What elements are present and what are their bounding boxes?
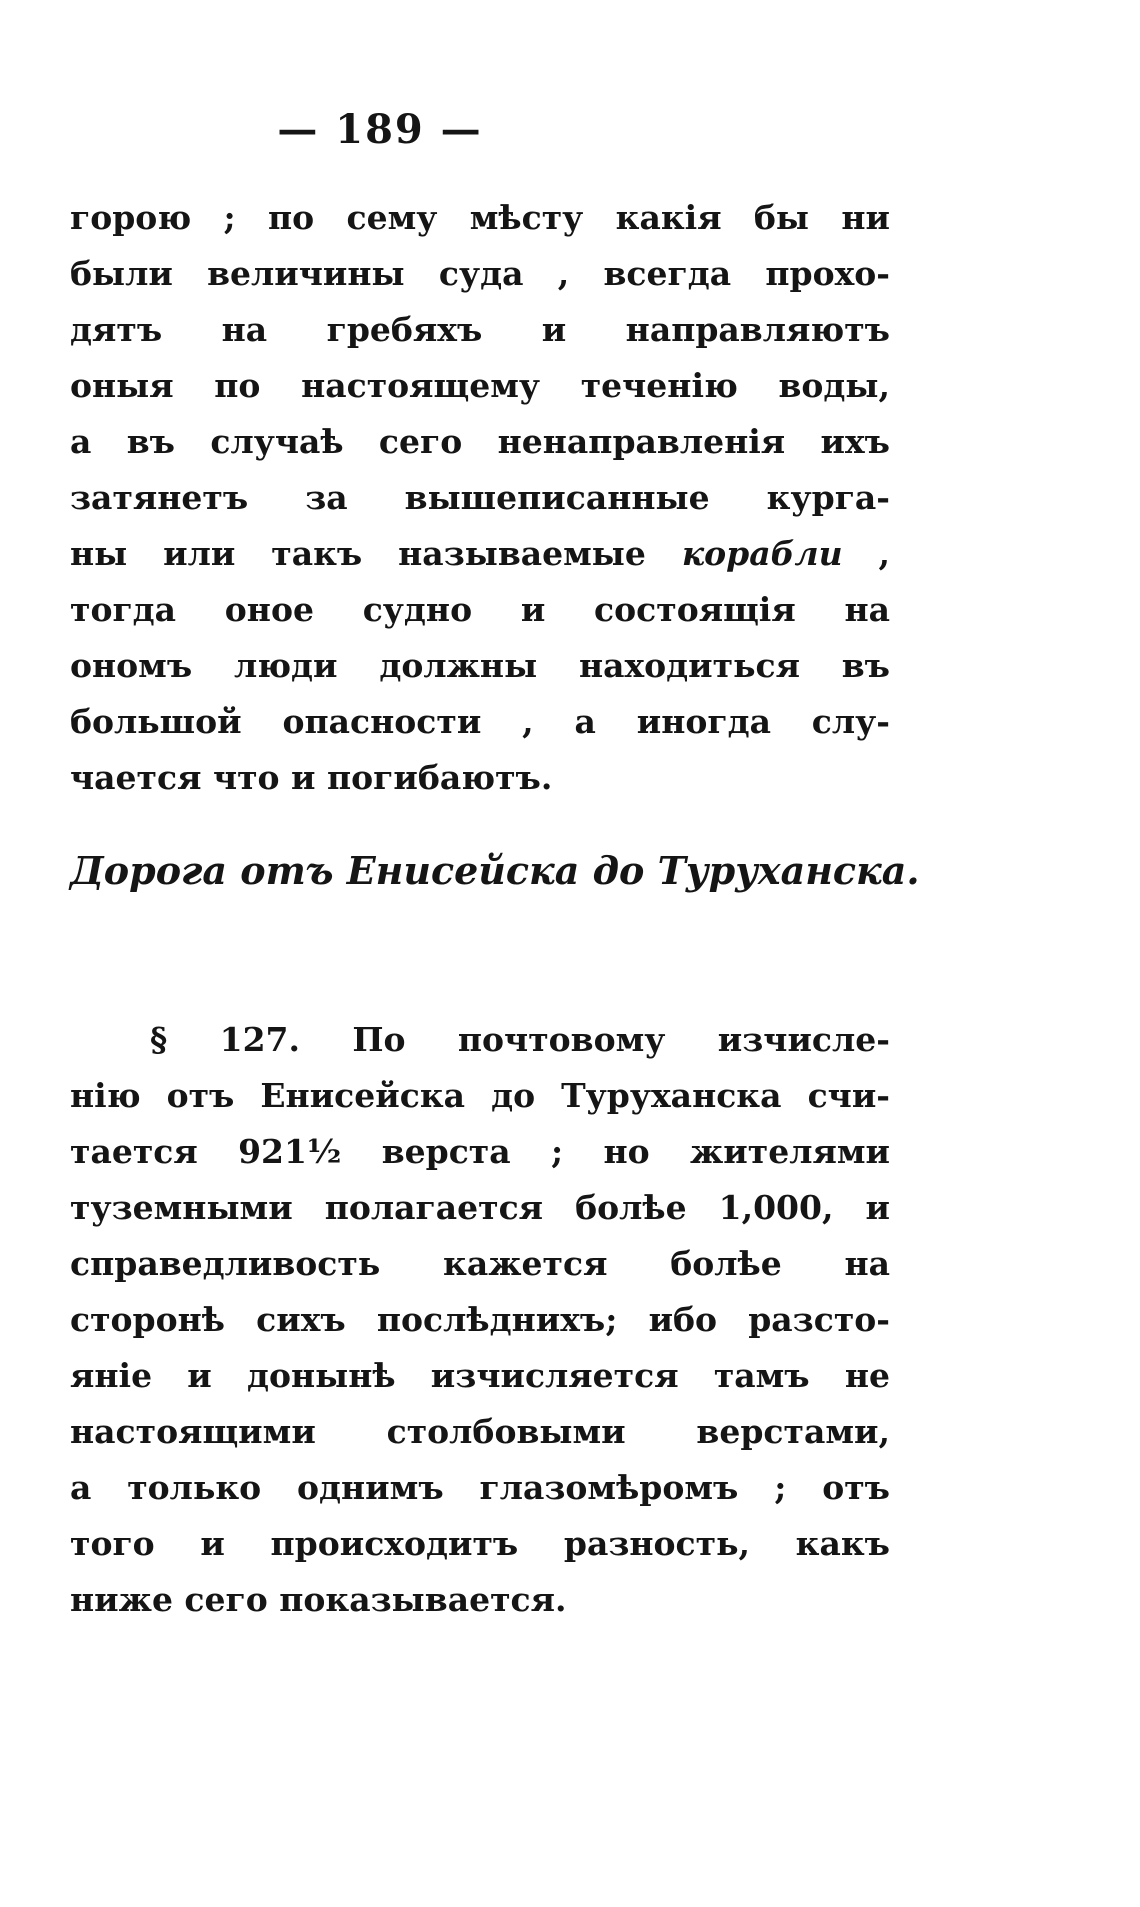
text-line: туземными полагается болѣе 1,000, и bbox=[70, 1188, 890, 1227]
paragraph-2 bbox=[70, 1012, 890, 1628]
page-number: — 189 — bbox=[277, 106, 483, 153]
text-line: справедливость кажется болѣе на bbox=[70, 1244, 890, 1283]
text-fragment: , bbox=[878, 534, 891, 573]
text-line: тается 921½ верста ; но жителями bbox=[70, 1132, 890, 1171]
text-line: затянетъ за вышеписанные курга- bbox=[70, 478, 890, 517]
text-line: § 127. По почтовому изчисле- bbox=[150, 1020, 890, 1059]
text-line: настоящими столбовыми верстами, bbox=[70, 1412, 890, 1451]
text-line: были величины суда , всегда прохо- bbox=[70, 254, 890, 293]
text-line: тогда оное судно и состоящія на bbox=[70, 590, 890, 629]
text-line: чается что и погибаютъ. bbox=[70, 758, 553, 797]
text-line: ниже сего показывается. bbox=[70, 1580, 567, 1619]
text-line: горою ; по сему мѣсту какія бы ни bbox=[70, 198, 890, 237]
text-line: нію отъ Енисейска до Туруханска счи- bbox=[70, 1076, 890, 1115]
text-line: ономъ люди должны находиться въ bbox=[70, 646, 890, 685]
text-line: сторонѣ сихъ послѣднихъ; ибо разсто- bbox=[70, 1300, 890, 1339]
text-line-with-italic bbox=[70, 526, 890, 582]
text-line: того и происходитъ разность, какъ bbox=[70, 1524, 890, 1563]
italic-word: корабли bbox=[681, 534, 843, 573]
paragraph-1 bbox=[70, 190, 890, 806]
text-line: дятъ на гребяхъ и направляютъ bbox=[70, 310, 890, 349]
text-line: яніе и донынѣ изчисляется тамъ не bbox=[70, 1356, 890, 1395]
text-line: а въ случаѣ сего ненаправленія ихъ bbox=[70, 422, 890, 461]
text-line: а только однимъ глазомѣромъ ; отъ bbox=[70, 1468, 890, 1507]
text-fragment: ны или такъ называемые bbox=[70, 534, 646, 573]
text-line: оныя по настоящему теченію воды, bbox=[70, 366, 890, 405]
section-heading: Дорога отъ Енисейска до Туруханска. bbox=[70, 848, 920, 893]
text-line: большой опасности , а иногда слу- bbox=[70, 702, 890, 741]
